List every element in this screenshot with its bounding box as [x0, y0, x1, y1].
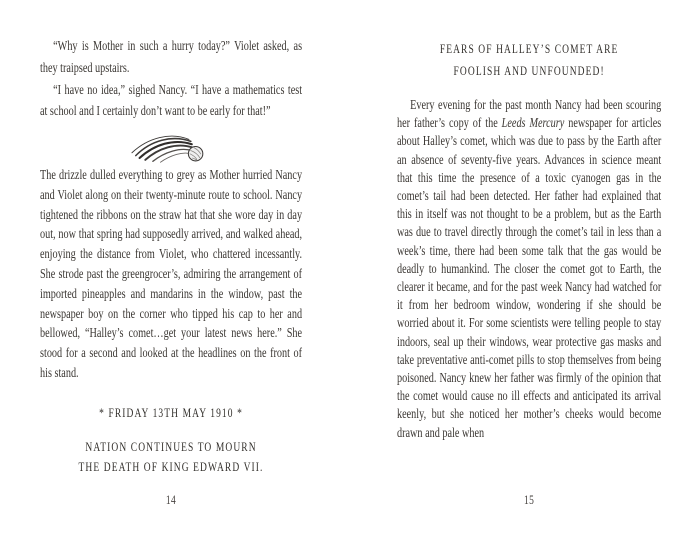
headline-line: NATION CONTINUES TO MOURN — [85, 439, 257, 454]
comet-icon — [128, 129, 210, 167]
body-text-run: Every evening for the past month Nancy had been scouring her father’s copy of the — [397, 98, 662, 132]
chapter-heading-line: FEARS OF HALLEY’S COMET ARE — [439, 41, 619, 56]
page-number-right: 15 — [524, 492, 535, 507]
body-text-run: newspaper for articles about Halley’s comet, which was due to pass by the Earth after an absence of seventy-five years. Advances in science meant that this time the presence of a toxic cyanogen gas in the comet’s tail had been detected. Her father had explained that this in itself was not thought to be a problem, but as the Earth was due to travel directly through the comet’s tail in less than a week’s time, there had been some talk that the gas would be deadly to humankind. The closer the comet got to Earth, the clearer it became, and for the past week Nancy had watched for it from her bedroom window, wondering if she should be worried about it. For some scientists were telling people to stay indoors, seal up their windows, wear protective gas masks and take preventative anti-comet pills to stop themselves from being poisoned. Nancy knew her father was firmly of the opinion that the comet would cause no ill effects and anticipated its arrival keenly, but she noticed her mother’s cheeks would become drawn and pale when — [397, 116, 662, 441]
page-number-left: 14 — [165, 492, 177, 507]
newspaper-headline — [40, 437, 302, 477]
headline-line: THE DEATH OF KING EDWARD VII. — [78, 459, 264, 474]
chapter-heading — [397, 38, 661, 83]
dialogue-paragraph: “I have no idea,” sighed Nancy. “I have a mathematics test at school and I certainly don’t want to be early for that!” — [40, 82, 303, 120]
dialogue-block — [40, 36, 302, 123]
chapter-heading-line: FOOLISH AND UNFOUNDED! — [453, 63, 605, 79]
newspaper-name-italic: Leeds Mercury — [501, 116, 565, 132]
newspaper-headline-date: * FRIDAY 13TH MAY 1910 * — [99, 405, 243, 420]
left-page — [40, 0, 302, 533]
body-paragraph — [397, 97, 661, 443]
right-page — [397, 0, 661, 533]
body-paragraph: The drizzle dulled everything to grey as Mother hurried Nancy and Violet along on their twenty-minute route to school. Nancy tightened the ribbons on the straw hat that she wore day in day out, now that spring had supposedly arrived, and walked ahead, enjoying the distance from Violet, who chattered incessantly. She strode past the greengrocer’s, admiring the arrangement of imported pineapples and mandarins in the window, past the newspaper boy on the corner who tipped his cap to her and bellowed, “Halley’s comet…get your latest news here.” She stood for a second and looked at the headlines on the front of his stand. — [40, 168, 303, 381]
dialogue-paragraph: “Why is Mother in such a hurry today?” Violet asked, as they traipsed upstairs. — [40, 39, 303, 76]
